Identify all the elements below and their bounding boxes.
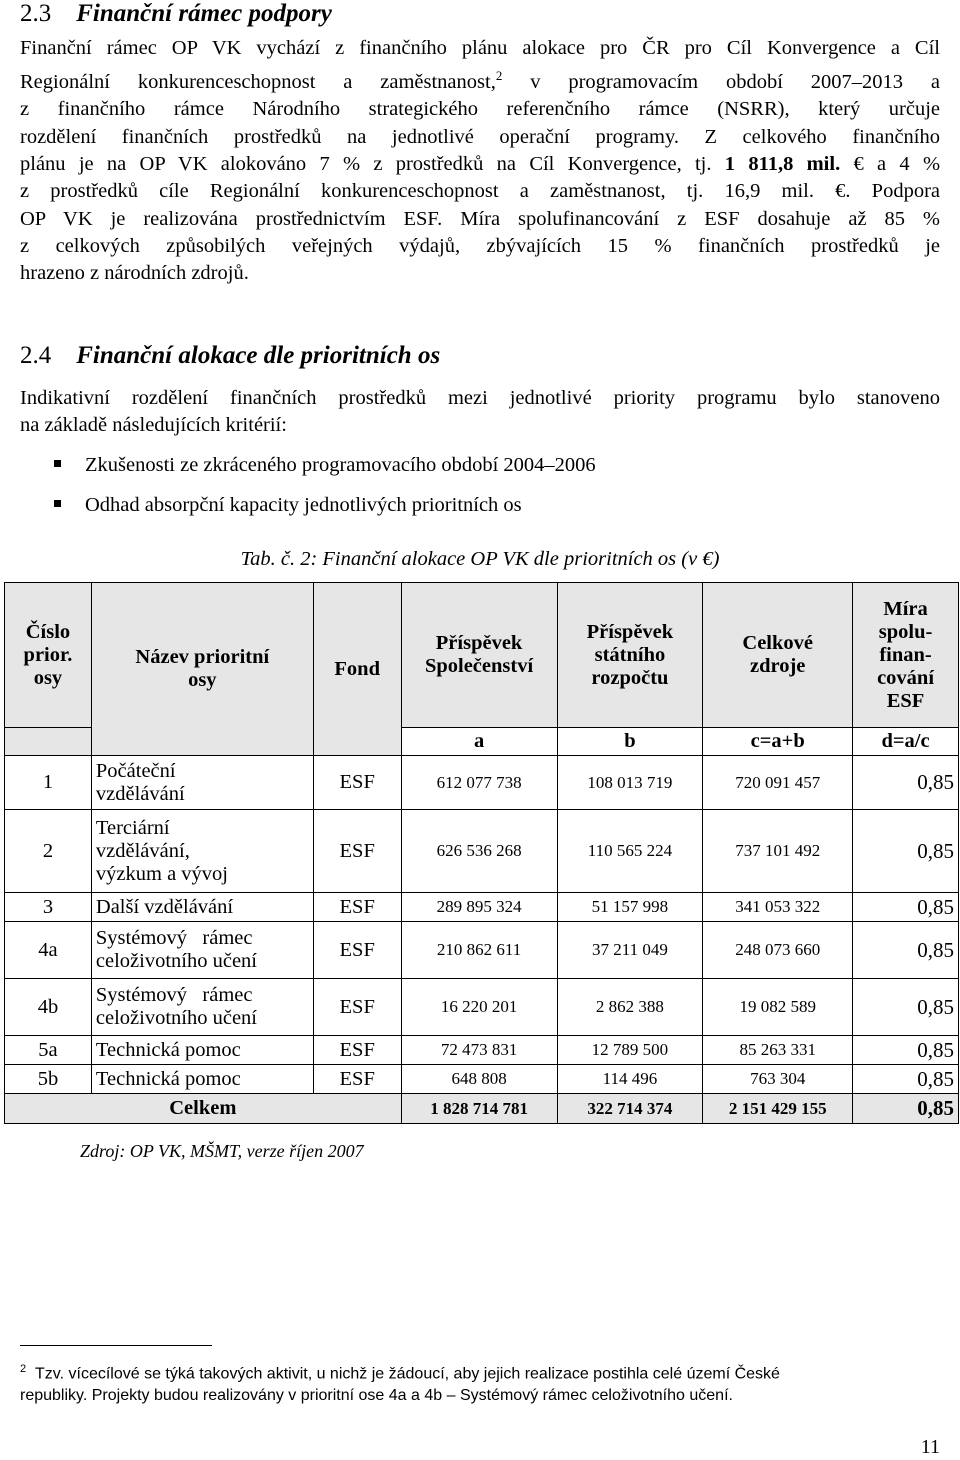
table-subheader-row: a b c=a+b d=a/c <box>5 728 959 756</box>
table-total-row: Celkem 1 828 714 781 322 714 374 2 151 429 155 0,85 <box>5 1094 959 1124</box>
table-caption: Tab. č. 2: Finanční alokace OP VK dle prioritních os (v €) <box>240 548 720 570</box>
table-row: 1 Počáteční vzdělávání ESF 612 077 738 108 013 719 720 091 457 0,85 <box>5 756 959 810</box>
footnote: $^2$ Tzv. vícecílové se týká takových aktivit, u nichž je žádoucí, aby jejich realizace postihla celé území České republiky. Projekty budou realizovány v prioritní ose 4a a 4b – Systémový rámec celoživotního učení. <box>20 1363 780 1405</box>
table-row: 5b Technická pomoc ESF 648 808 114 496 763 304 0,85 <box>5 1065 959 1094</box>
footnote-ref: 2 <box>495 68 503 84</box>
footnote-divider <box>20 1345 212 1346</box>
page-number: 11 <box>920 1436 940 1458</box>
section-heading-2-4: 2.4 Finanční alokace dle prioritních os <box>20 342 441 369</box>
header-num: Číslo prior. osy <box>5 583 92 728</box>
square-bullet-icon <box>54 460 61 467</box>
section-2-4-paragraph: Indikativní rozdělení finančních prostředků mezi jednotlivé priority programu bylo stanoveno na základě následujících kritérií: <box>20 387 940 437</box>
bullet-item: Odhad absorpční kapacity jednotlivých prioritních os <box>54 494 522 517</box>
header-fund: Fond <box>313 583 401 756</box>
header-rate: Míra spolu- finan- cování ESF <box>853 583 959 728</box>
section-title: Finanční rámec podpory <box>76 0 332 27</box>
header-total: Celkové zdroje <box>703 583 853 728</box>
table-row: 2 Terciární vzdělávání, výzkum a vývoj ESF 626 536 268 110 565 224 737 101 492 0,85 <box>5 810 959 893</box>
table-row: 4b Systémový rámec celoživotního učení ESF 16 220 201 2 862 388 19 082 589 0,85 <box>5 979 959 1036</box>
table-row: 3 Další vzdělávání ESF 289 895 324 51 157 998 341 053 322 0,85 <box>5 893 959 922</box>
bullet-item: Zkušenosti ze zkráceného programovacího období 2004–2006 <box>54 454 596 477</box>
square-bullet-icon <box>54 500 61 507</box>
section-2-3-paragraph: Finanční rámec OP VK vychází z finančního plánu alokace pro ČR pro Cíl Konvergence a Cíl Regionální konkurenceschopnost a zaměstnanost,$^2$ v programovacím období 2007–2013 a z finančního rámce Národního strategického referenčního rámce (NSRR), který určuje rozdělení finančních prostředků na jednotlivé operační programy. Z celkového finančního plánu je na OP VK alokováno 7 % z prostředků na Cíl Konvergence, tj. 1 811,8 mil. € a 4 % z prostředků cíle Regionální konkurenceschopnost a zaměstnanost, tj. 16,9 mil. €. Podpora OP VK je realizována prostřednictvím ESF. Míra spolufinancování z ESF dosahuje až 85 % z celkových způsobilých veřejných výdajů, zbývajících 15 % finančních prostředků je hrazeno z národních zdrojů. <box>20 37 941 285</box>
table-source: Zdroj: OP VK, MŠMT, verze říjen 2007 <box>80 1141 364 1161</box>
table-row: 4a Systémový rámec celoživotního učení ESF 210 862 611 37 211 049 248 073 660 0,85 <box>5 922 959 979</box>
section-heading-2-3: 2.3 Finanční rámec podpory <box>20 0 332 27</box>
header-community: Příspěvek Společenství <box>401 583 557 728</box>
section-title: Finanční alokace dle prioritních os <box>76 342 441 369</box>
header-name: Název prioritní osy <box>91 583 313 756</box>
header-state: Příspěvek státního rozpočtu <box>557 583 703 728</box>
table-header-row <box>5 583 959 728</box>
table-row: 5a Technická pomoc ESF 72 473 831 12 789 500 85 263 331 0,85 <box>5 1036 959 1065</box>
allocation-table <box>4 582 959 1124</box>
